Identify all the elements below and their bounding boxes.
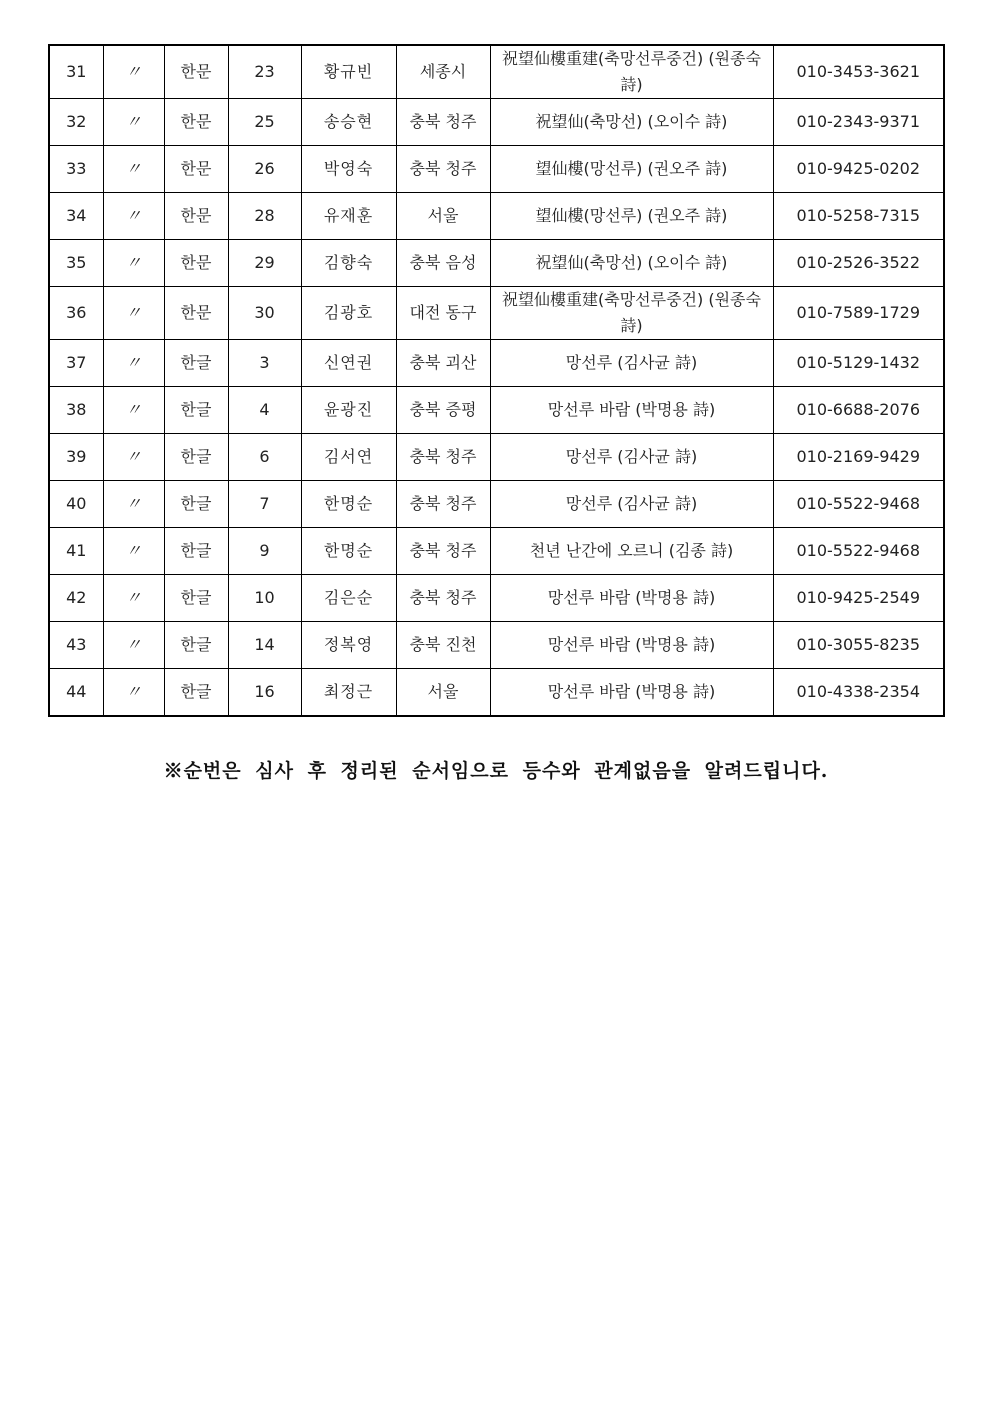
category-cell: 한글 (164, 528, 228, 575)
entry-number-cell: 29 (228, 240, 301, 287)
ditto-mark: 〃 (103, 99, 164, 146)
entry-number-cell: 4 (228, 387, 301, 434)
work-cell: 望仙樓(망선루) (권오주 詩) (490, 146, 773, 193)
entry-number-cell: 28 (228, 193, 301, 240)
region-cell: 충북 증평 (396, 387, 490, 434)
category-cell: 한글 (164, 669, 228, 716)
row-number: 40 (49, 481, 103, 528)
category-cell: 한글 (164, 340, 228, 387)
name-cell: 송승현 (301, 99, 396, 146)
phone-cell: 010-3453-3621 (773, 45, 944, 99)
table-row (49, 287, 944, 340)
name-cell: 정복영 (301, 622, 396, 669)
table-row (49, 146, 944, 193)
row-number: 41 (49, 528, 103, 575)
work-cell: 望仙樓(망선루) (권오주 詩) (490, 193, 773, 240)
region-cell: 충북 진천 (396, 622, 490, 669)
category-cell: 한문 (164, 193, 228, 240)
ditto-mark: 〃 (103, 575, 164, 622)
entry-number-cell: 3 (228, 340, 301, 387)
row-number: 35 (49, 240, 103, 287)
region-cell: 충북 청주 (396, 146, 490, 193)
work-cell: 망선루 바람 (박명용 詩) (490, 669, 773, 716)
region-cell: 서울 (396, 669, 490, 716)
name-cell: 김향숙 (301, 240, 396, 287)
row-number: 37 (49, 340, 103, 387)
ditto-mark: 〃 (103, 387, 164, 434)
table-row (49, 99, 944, 146)
ditto-mark: 〃 (103, 340, 164, 387)
category-cell: 한글 (164, 387, 228, 434)
entry-number-cell: 16 (228, 669, 301, 716)
region-cell: 충북 청주 (396, 434, 490, 481)
table-row (49, 45, 944, 99)
ranking-notice: ※순번은 심사 후 정리된 순서임으로 등수와 관계없음을 알려드립니다. (163, 760, 829, 782)
name-cell: 윤광진 (301, 387, 396, 434)
entry-number-cell: 14 (228, 622, 301, 669)
work-cell: 망선루 바람 (박명용 詩) (490, 622, 773, 669)
phone-cell: 010-2343-9371 (773, 99, 944, 146)
name-cell: 유재훈 (301, 193, 396, 240)
table-row (49, 481, 944, 528)
table-row (49, 575, 944, 622)
work-cell: 천년 난간에 오르니 (김종 詩) (490, 528, 773, 575)
region-cell: 충북 청주 (396, 575, 490, 622)
row-number: 42 (49, 575, 103, 622)
row-number: 44 (49, 669, 103, 716)
phone-cell: 010-5522-9468 (773, 481, 944, 528)
row-number: 31 (49, 45, 103, 99)
region-cell: 충북 괴산 (396, 340, 490, 387)
ditto-mark: 〃 (103, 434, 164, 481)
category-cell: 한글 (164, 622, 228, 669)
category-cell: 한문 (164, 99, 228, 146)
row-number: 34 (49, 193, 103, 240)
table-row (49, 434, 944, 481)
entry-number-cell: 25 (228, 99, 301, 146)
category-cell: 한글 (164, 575, 228, 622)
table-row (49, 387, 944, 434)
category-cell: 한문 (164, 240, 228, 287)
work-cell: 망선루 바람 (박명용 詩) (490, 575, 773, 622)
name-cell: 최정근 (301, 669, 396, 716)
phone-cell: 010-4338-2354 (773, 669, 944, 716)
work-cell: 망선루 (김사균 詩) (490, 340, 773, 387)
category-cell: 한글 (164, 434, 228, 481)
table-row (49, 622, 944, 669)
ditto-mark: 〃 (103, 528, 164, 575)
entry-number-cell: 26 (228, 146, 301, 193)
name-cell: 황규빈 (301, 45, 396, 99)
name-cell: 김광호 (301, 287, 396, 340)
work-cell: 망선루 (김사균 詩) (490, 481, 773, 528)
ditto-mark: 〃 (103, 193, 164, 240)
row-number: 36 (49, 287, 103, 340)
name-cell: 김은순 (301, 575, 396, 622)
row-number: 32 (49, 99, 103, 146)
region-cell: 대전 동구 (396, 287, 490, 340)
work-cell: 祝望仙(축망선) (오이수 詩) (490, 99, 773, 146)
work-cell: 망선루 (김사균 詩) (490, 434, 773, 481)
entry-number-cell: 9 (228, 528, 301, 575)
phone-cell: 010-5258-7315 (773, 193, 944, 240)
entry-number-cell: 7 (228, 481, 301, 528)
entry-number-cell: 23 (228, 45, 301, 99)
name-cell: 한명순 (301, 481, 396, 528)
phone-cell: 010-2526-3522 (773, 240, 944, 287)
work-cell: 祝望仙樓重建(축망선루중건) (원종숙 詩) (490, 45, 773, 99)
category-cell: 한문 (164, 287, 228, 340)
participant-table-body (49, 45, 944, 716)
row-number: 39 (49, 434, 103, 481)
phone-cell: 010-3055-8235 (773, 622, 944, 669)
work-cell: 祝望仙(축망선) (오이수 詩) (490, 240, 773, 287)
phone-cell: 010-9425-0202 (773, 146, 944, 193)
ditto-mark: 〃 (103, 622, 164, 669)
region-cell: 충북 음성 (396, 240, 490, 287)
row-number: 43 (49, 622, 103, 669)
row-number: 38 (49, 387, 103, 434)
ditto-mark: 〃 (103, 45, 164, 99)
category-cell: 한문 (164, 45, 228, 99)
ditto-mark: 〃 (103, 669, 164, 716)
table-row (49, 340, 944, 387)
participant-table (48, 44, 945, 717)
region-cell: 충북 청주 (396, 528, 490, 575)
ditto-mark: 〃 (103, 240, 164, 287)
work-cell: 망선루 바람 (박명용 詩) (490, 387, 773, 434)
phone-cell: 010-5522-9468 (773, 528, 944, 575)
phone-cell: 010-6688-2076 (773, 387, 944, 434)
ditto-mark: 〃 (103, 146, 164, 193)
entry-number-cell: 6 (228, 434, 301, 481)
entry-number-cell: 30 (228, 287, 301, 340)
work-cell: 祝望仙樓重建(축망선루중건) (원종숙詩) (490, 287, 773, 340)
phone-cell: 010-5129-1432 (773, 340, 944, 387)
name-cell: 신연권 (301, 340, 396, 387)
table-row (49, 528, 944, 575)
name-cell: 한명순 (301, 528, 396, 575)
ditto-mark: 〃 (103, 481, 164, 528)
table-row (49, 193, 944, 240)
name-cell: 김서연 (301, 434, 396, 481)
ditto-mark: 〃 (103, 287, 164, 340)
category-cell: 한문 (164, 146, 228, 193)
category-cell: 한글 (164, 481, 228, 528)
phone-cell: 010-2169-9429 (773, 434, 944, 481)
table-row (49, 669, 944, 716)
entry-number-cell: 10 (228, 575, 301, 622)
region-cell: 충북 청주 (396, 99, 490, 146)
table-row (49, 240, 944, 287)
phone-cell: 010-7589-1729 (773, 287, 944, 340)
region-cell: 서울 (396, 193, 490, 240)
row-number: 33 (49, 146, 103, 193)
name-cell: 박영숙 (301, 146, 396, 193)
phone-cell: 010-9425-2549 (773, 575, 944, 622)
region-cell: 충북 청주 (396, 481, 490, 528)
region-cell: 세종시 (396, 45, 490, 99)
